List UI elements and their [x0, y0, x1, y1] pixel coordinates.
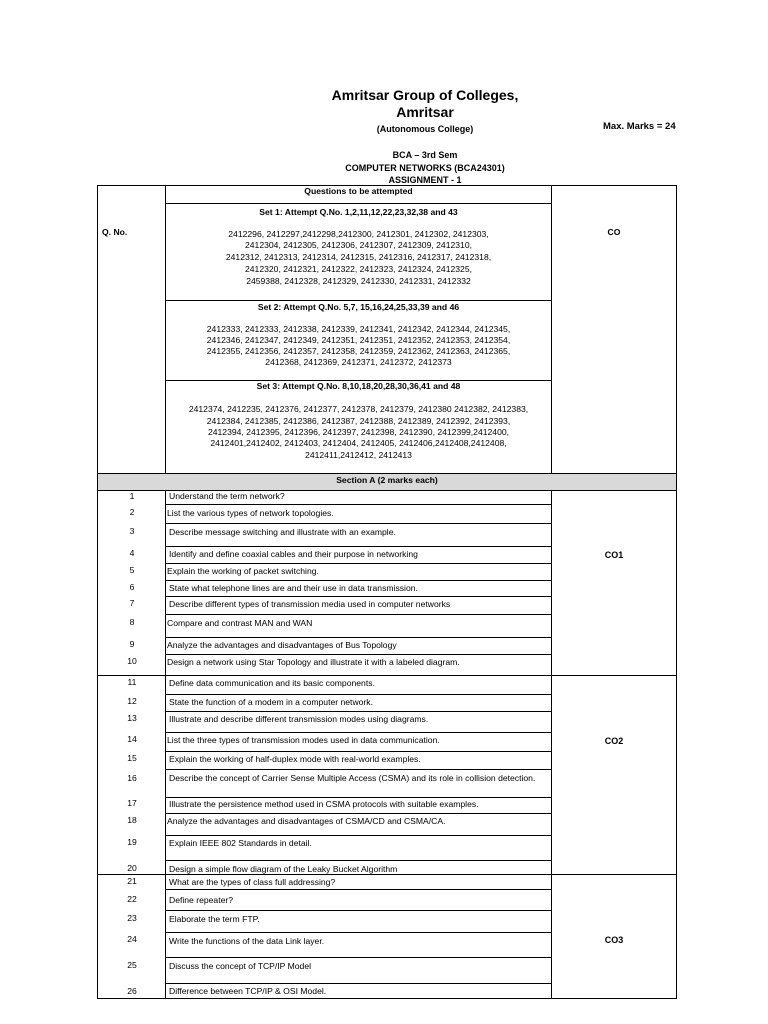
question-number: 12: [127, 696, 137, 706]
set2-roll-line: 2412333, 2412333, 2412338, 2412339, 2412341, 2412342, 2412344, 2412345,: [206, 324, 511, 334]
question-text: Explain the working of half-duplex mode with real-world examples.: [169, 754, 421, 764]
question-text: List the three types of transmission modes used in data communication.: [167, 735, 440, 745]
co-group-label: CO1: [604, 550, 624, 560]
questions-header: Questions to be attempted: [304, 186, 413, 196]
question-number: 6: [129, 582, 135, 592]
set3-title: Set 3: Attempt Q.No. 8,10,18,20,28,30,36,41 and 48: [256, 381, 461, 391]
question-number: 8: [129, 617, 135, 627]
question-text: Design a simple flow diagram of the Leaky Bucket Algorithm: [169, 864, 398, 874]
question-text: Illustrate and describe different transmission modes using diagrams.: [169, 714, 429, 724]
question-number: 9: [129, 639, 135, 649]
question-number: 25: [127, 960, 137, 970]
question-text: Write the functions of the data Link layer.: [169, 936, 325, 946]
set3-roll-line: 2412384, 2412385, 2412386, 2412387, 2412388, 2412389, 2412392, 2412393,: [206, 416, 511, 426]
question-number: 10: [127, 656, 137, 666]
question-number: 11: [127, 677, 137, 687]
question-number: 1: [129, 491, 135, 501]
question-number: 2: [129, 507, 135, 517]
autonomous-label: (Autonomous College): [376, 124, 474, 134]
question-text: State what telephone lines are and their use in data transmission.: [169, 583, 418, 593]
set3-roll-line: 2412401,2412402, 2412403, 2412404, 2412405, 2412406,2412408,2412408,: [210, 438, 507, 448]
question-text: Describe message switching and illustrate with an example.: [169, 527, 396, 537]
question-number: 18: [127, 815, 137, 825]
question-text: Discuss the concept of TCP/IP Model: [169, 961, 312, 971]
question-text: List the various types of network topologies.: [167, 508, 334, 518]
question-text: Explain IEEE 802 Standards in detail.: [169, 838, 312, 848]
set1-roll-line: 2412312, 2412313, 2412314, 2412315, 2412316, 2412317, 2412318,: [225, 252, 492, 262]
question-number: 5: [129, 565, 135, 575]
co-group-label: CO3: [604, 935, 624, 945]
set1-title: Set 1: Attempt Q.No. 1,2,11,12,22,23,32,38 and 43: [259, 207, 458, 217]
question-number: 4: [129, 548, 135, 558]
set2-roll-line: 2412355, 2412356, 2412357, 2412358, 2412359, 2412362, 2412363, 2412365,: [206, 346, 511, 356]
question-text: Explain the working of packet switching.: [167, 566, 319, 576]
subject-label: COMPUTER NETWORKS (BCA24301): [345, 163, 505, 173]
co-header: CO: [607, 227, 621, 237]
question-number: 23: [127, 913, 137, 923]
question-text: Analyze the advantages and disadvantages of CSMA/CD and CSMA/CA.: [167, 816, 446, 826]
question-text: Analyze the advantages and disadvantages of Bus Topology: [167, 640, 397, 650]
set1-roll-line: 2459388, 2412328, 2412329, 2412330, 2412331, 2412332: [246, 276, 471, 286]
question-text: Define data communication and its basic components.: [169, 678, 375, 688]
question-number: 20: [127, 863, 137, 873]
set1-roll-line: 2412304, 2412305, 2412306, 2412307, 2412309, 2412310,: [244, 240, 472, 250]
question-number: 17: [127, 798, 137, 808]
question-text: Compare and contrast MAN and WAN: [167, 618, 313, 628]
question-text: Identify and define coaxial cables and their purpose in networking: [169, 549, 418, 559]
question-number: 7: [129, 598, 135, 608]
set3-roll-line: 2412411,2412412, 2412413: [305, 450, 412, 460]
assignment-label: ASSIGNMENT - 1: [388, 175, 462, 185]
question-number: 26: [127, 986, 137, 996]
set1-roll-line: 2412320, 2412321, 2412322, 2412323, 2412324, 2412325,: [244, 264, 472, 274]
question-number: 13: [127, 713, 137, 723]
college-name-line2: Amritsar: [396, 104, 454, 120]
question-text: What are the types of class full addressing?: [169, 877, 336, 887]
question-text: Understand the term network?: [169, 491, 285, 501]
question-text: Describe the concept of Carrier Sense Multiple Access (CSMA) and its role in collision detection.: [169, 773, 536, 783]
set2-title: Set 2: Attempt Q.No. 5,7, 15,16,24,25,33,39 and 46: [257, 302, 460, 312]
question-number: 16: [127, 773, 137, 783]
question-number: 19: [127, 837, 137, 847]
set3-roll-line: 2412374, 2412235, 2412376, 2412377, 2412378, 2412379, 2412380 2412382, 2412383,: [188, 404, 529, 414]
question-number: 22: [127, 894, 137, 904]
set1-roll-line: 2412296, 2412297,2412298,2412300, 2412301, 2412302, 2412303,: [228, 229, 489, 239]
question-number: 21: [127, 876, 137, 886]
section-a-title: Section A (2 marks each): [336, 475, 438, 485]
question-number: 24: [127, 934, 137, 944]
question-text: Difference between TCP/IP & OSI Model.: [169, 986, 327, 996]
question-text: Illustrate the persistence method used in CSMA protocols with suitable examples.: [169, 799, 479, 809]
question-number: 14: [127, 734, 137, 744]
set3-roll-line: 2412394, 2412395, 2412396, 2412397, 2412398, 2412390, 2412399,2412400,: [207, 427, 510, 437]
question-number: 3: [129, 526, 135, 536]
course-label: BCA – 3rd Sem: [392, 150, 458, 160]
question-text: Define repeater?: [169, 895, 234, 905]
set2-roll-line: 2412368, 2412369, 2412371, 2412372, 2412373: [265, 357, 452, 367]
max-marks: Max. Marks = 24: [603, 121, 676, 132]
question-text: State the function of a modem in a computer network.: [169, 697, 373, 707]
qno-header: Q. No.: [102, 227, 128, 237]
co-group-label: CO2: [604, 736, 624, 746]
question-text: Describe different types of transmission media used in computer networks: [169, 599, 451, 609]
question-text: Design a network using Star Topology and illustrate it with a labeled diagram.: [167, 657, 460, 667]
set2-roll-line: 2412346, 2412347, 2412349, 2412351, 2412351, 2412352, 2412353, 2412354,: [206, 335, 511, 345]
college-name-line1: Amritsar Group of Colleges,: [331, 87, 519, 103]
question-text: Elaborate the term FTP.: [169, 914, 260, 924]
question-number: 15: [127, 753, 137, 763]
